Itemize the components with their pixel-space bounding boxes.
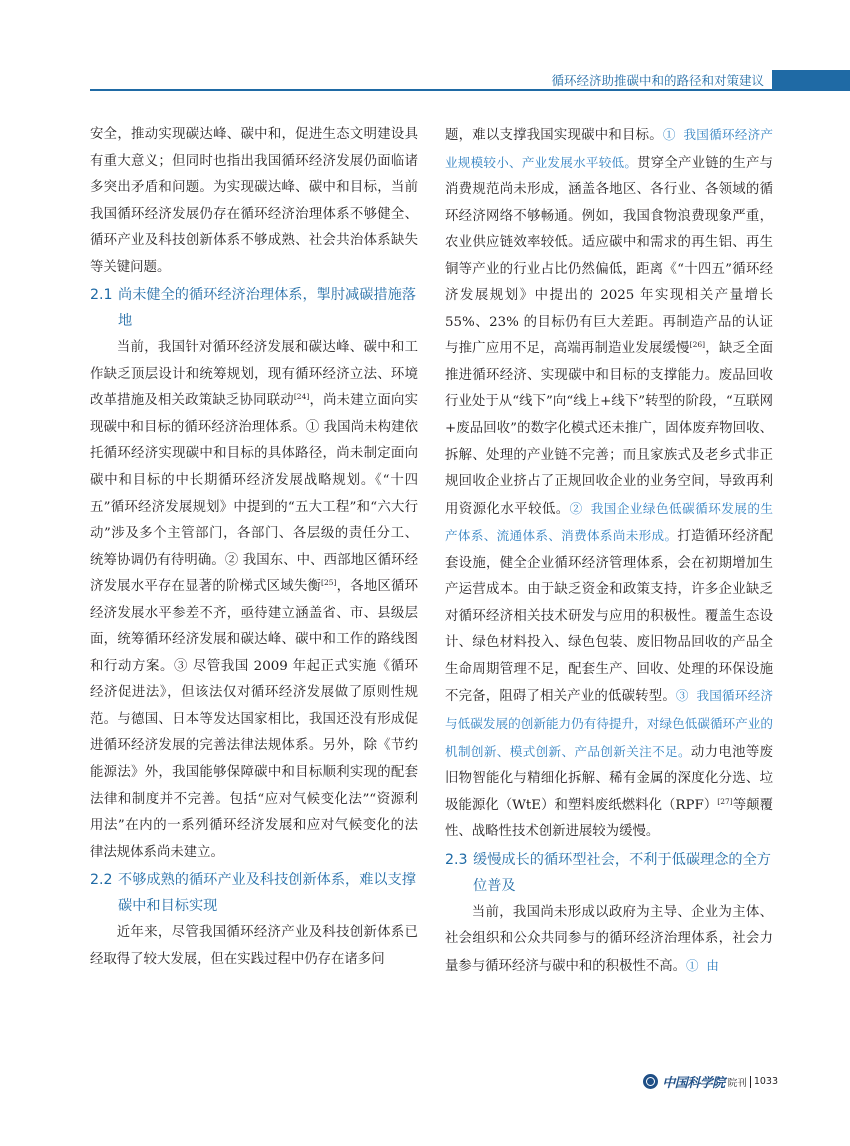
section-title: 缓慢成长的循环型社会，不利于低碳理念的全方位普及 bbox=[473, 851, 771, 894]
citation-26[interactable]: [26] bbox=[689, 340, 706, 350]
section-number: 2.3 bbox=[445, 851, 468, 868]
citation-27[interactable]: [27] bbox=[717, 796, 733, 806]
section-number: 2.2 bbox=[90, 872, 113, 889]
section-2-3-paragraph: 当前，我国尚未形成以政府为主导、企业为主体、社会组织和公众共同参与的循环经济治理体系，社会力量参与循环经济与碳中和的积极性不高。① 由 bbox=[445, 904, 773, 974]
header-rule bbox=[90, 89, 850, 91]
page-footer bbox=[643, 1072, 778, 1091]
section-2-1-heading bbox=[90, 282, 418, 334]
section-number: 2.1 bbox=[90, 287, 113, 304]
section-title: 尚未健全的循环经济治理体系，掣肘减碳措施落地 bbox=[118, 287, 416, 330]
intro-paragraph: 安全，推动实现碳达峰、碳中和，促进生态文明建设具有重大意义；但同时也指出我国循环经济发展仍面临诸多突出矛盾和问题。为实现碳达峰、碳中和目标，当前我国循环经济发展仍存在循环经济治理体系不够健全、循环产业及科技创新体系不够成熟、社会共治体系缺失等关键问题。 bbox=[90, 127, 418, 275]
section-2-3-heading bbox=[445, 847, 773, 899]
left-column bbox=[90, 122, 418, 973]
section-title: 不够成熟的循环产业及科技创新体系，难以支撑碳中和目标实现 bbox=[118, 872, 416, 915]
section-2-2-heading bbox=[90, 867, 418, 919]
highlight-point-2: ② 我国企业绿色低碳循环发展的生产体系、流通体系、消费体系尚未形成。 bbox=[445, 500, 773, 544]
highlight-point-4: ① 由 bbox=[686, 957, 719, 973]
highlight-point-3: ③ 我国循环经济与低碳发展的创新能力仍有待提升，对绿色低碳循环产业的机制创新、模式创新、产品创新关注不足。 bbox=[445, 688, 773, 759]
section-2-2-continuation: 题，难以支撑我国实现碳中和目标。① 我国循环经济产业规模较小、产业发展水平较低。贯穿全产业链的生产与消费规范尚未形成，涵盖各地区、各行业、各领域的循环经济网络不够畅通。例如，我国食物浪费现象严重，农业供应链效率较低。适应碳中和需求的再生铝、再生铜等产业的行业占比仍然偏低，距离《“十四五”循环经济发展规划》中提出的 2025 年实现相关产量增长 55%、23% 的目标仍有巨大差距。再制造产品的认证与推广应用不足，高端再制造业发展缓慢[26]，缺乏全面推进循环经济、实现碳中和目标的支撑能力。废品回收行业处于从“线下”向“线上+线下”转型的阶段，“互联网+废品回收”的数字化模式还未推广，固体废弃物回收、拆解、处理的产业链不完善；而且家族式及老乡式非正规回收企业挤占了正规回收企业的业务空间，导致再利用资源化水平较低。② 我国企业绿色低碳循环发展的生产体系、流通体系、消费体系尚未形成。打造循环经济配套设施，健全企业循环经济管理体系，会在初期增加生产运营成本。由于缺乏资金和政策支持，许多企业缺乏对循环经济相关技术研发与应用的积极性。覆盖生态设计、绿色材料投入、绿色包装、废旧物品回收的产品全生命周期管理不足，配套生产、回收、处理的环保设施不完备，阻碍了相关产业的低碳转型。③ 我国循环经济与低碳发展的创新能力仍有待提升，对绿色低碳循环产业的机制创新、模式创新、产品创新关注不足。动力电池等废旧物智能化与精细化拆解、稀有金属的深度化分选、垃圾能源化（WtE）和塑料废纸燃料化（RPF）[27]等颠覆性、战略性技术创新进展较为缓慢。 bbox=[445, 127, 774, 840]
section-2-1-paragraph: 当前，我国针对循环经济发展和碳达峰、碳中和工作缺乏顶层设计和统筹规划，现有循环经济立法、环境改革措施及相关政策缺乏协同联动[24]，尚未建立面向实现碳中和目标的循环经济治理体系。① 我国尚未构建依托循环经济实现碳中和目标的具体路径，尚未制定面向碳中和目标的中长期循环经济发展战略规划。《“十四五”循环经济发展规划》中提到的“五大工程”和“六大行动”涉及多个主管部门，各部门、各层级的责任分工、统筹协调仍有待明确。② 我国东、中、西部地区循环经济发展水平存在显著的阶梯式区域失衡[25]，各地区循环经济发展水平参差不齐，亟待建立涵盖省、市、县级层面，统筹循环经济发展和碳达峰、碳中和工作的路线图和行动方案。③ 尽管我国 2009 年起正式实施《循环经济促进法》，但该法仅对循环经济发展做了原则性规范。与德国、日本等发达国家相比，我国还没有形成促进循环经济发展的完善法律法规体系。另外，除《节约能源法》外，我国能够保障碳中和目标顺利实现的配套法律和制度并不完善。包括“应对气候变化法”“资源利用法”在内的一系列循环经济发展和应对气候变化的法律法规体系尚未建立。 bbox=[90, 340, 419, 860]
right-column bbox=[445, 122, 773, 980]
running-header-title: 循环经济助推碳中和的路径和对策建议 bbox=[551, 73, 764, 88]
journal-logo-text: 中国科学院 bbox=[662, 1076, 725, 1091]
section-2-2-paragraph: 近年来，尽管我国循环经济产业及科技创新体系已经取得了较大发展，但在实践过程中仍存在诸多问 bbox=[90, 925, 418, 967]
citation-24[interactable]: [24] bbox=[293, 392, 310, 402]
journal-label: 院刊 bbox=[727, 1077, 747, 1089]
page-number: 1033 bbox=[753, 1076, 778, 1087]
citation-25[interactable]: [25] bbox=[321, 578, 337, 588]
header-accent-block bbox=[772, 70, 850, 89]
footer-separator bbox=[750, 1076, 751, 1088]
cas-logo-icon bbox=[643, 1074, 658, 1089]
highlight-point-1: ① 我国循环经济产业规模较小、产业发展水平较低。 bbox=[445, 127, 773, 170]
